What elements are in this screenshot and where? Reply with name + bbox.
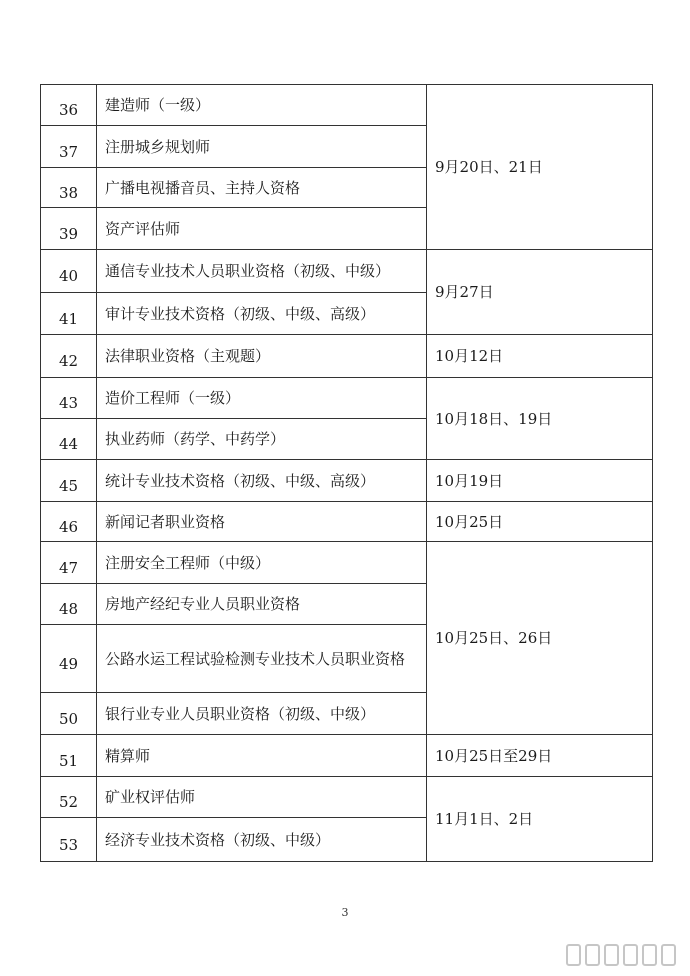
row-number: 48 [41,584,97,625]
row-number: 39 [41,208,97,250]
table-row [41,460,653,502]
row-number: 52 [41,777,97,818]
row-number: 45 [41,460,97,502]
exam-date: 9月20日、21日 [427,85,653,250]
exam-name: 注册城乡规划师 [97,126,427,168]
exam-date: 10月25日、26日 [427,542,653,735]
row-number: 53 [41,818,97,862]
page-number: 3 [341,906,349,919]
table-row [41,735,653,777]
exam-name: 房地产经纪专业人员职业资格 [97,584,427,625]
exam-date: 10月25日至29日 [427,735,653,777]
table-row [41,85,653,126]
exam-name: 建造师（一级） [97,85,427,126]
row-number: 36 [41,85,97,126]
row-number: 44 [41,419,97,460]
watermark-mark [604,944,619,966]
exam-date: 10月19日 [427,460,653,502]
row-number: 46 [41,502,97,542]
watermark-mark [661,944,676,966]
row-number: 47 [41,542,97,584]
row-number: 40 [41,250,97,293]
table-row [41,250,653,293]
exam-name: 执业药师（药学、中药学） [97,419,427,460]
row-number: 43 [41,378,97,419]
watermark-mark [566,944,581,966]
exam-name: 造价工程师（一级） [97,378,427,419]
exam-name: 公路水运工程试验检测专业技术人员职业资格 [97,625,427,693]
exam-name: 经济专业技术资格（初级、中级） [97,818,427,862]
row-number: 38 [41,168,97,208]
watermark-mark [585,944,600,966]
table-row [41,777,653,818]
exam-name: 广播电视播音员、主持人资格 [97,168,427,208]
exam-date: 10月12日 [427,335,653,378]
watermark-mark [623,944,638,966]
exam-name: 银行业专业人员职业资格（初级、中级） [97,693,427,735]
exam-name: 新闻记者职业资格 [97,502,427,542]
table-row [41,542,653,584]
exam-date: 10月25日 [427,502,653,542]
row-number: 49 [41,625,97,693]
table-row [41,335,653,378]
exam-date: 9月27日 [427,250,653,335]
table-row [41,378,653,419]
exam-name: 统计专业技术资格（初级、中级、高级） [97,460,427,502]
row-number: 42 [41,335,97,378]
row-number: 50 [41,693,97,735]
watermark-logo [566,944,676,966]
exam-name: 通信专业技术人员职业资格（初级、中级） [97,250,427,293]
row-number: 41 [41,293,97,335]
exam-name: 法律职业资格（主观题） [97,335,427,378]
table-body [41,85,653,862]
exam-name: 矿业权评估师 [97,777,427,818]
exam-date: 10月18日、19日 [427,378,653,460]
exam-name: 资产评估师 [97,208,427,250]
exam-schedule-table [40,84,653,862]
exam-name: 注册安全工程师（中级） [97,542,427,584]
row-number: 51 [41,735,97,777]
exam-date: 11月1日、2日 [427,777,653,862]
exam-name: 审计专业技术资格（初级、中级、高级） [97,293,427,335]
watermark-mark [642,944,657,966]
exam-name: 精算师 [97,735,427,777]
table-row [41,502,653,542]
row-number: 37 [41,126,97,168]
